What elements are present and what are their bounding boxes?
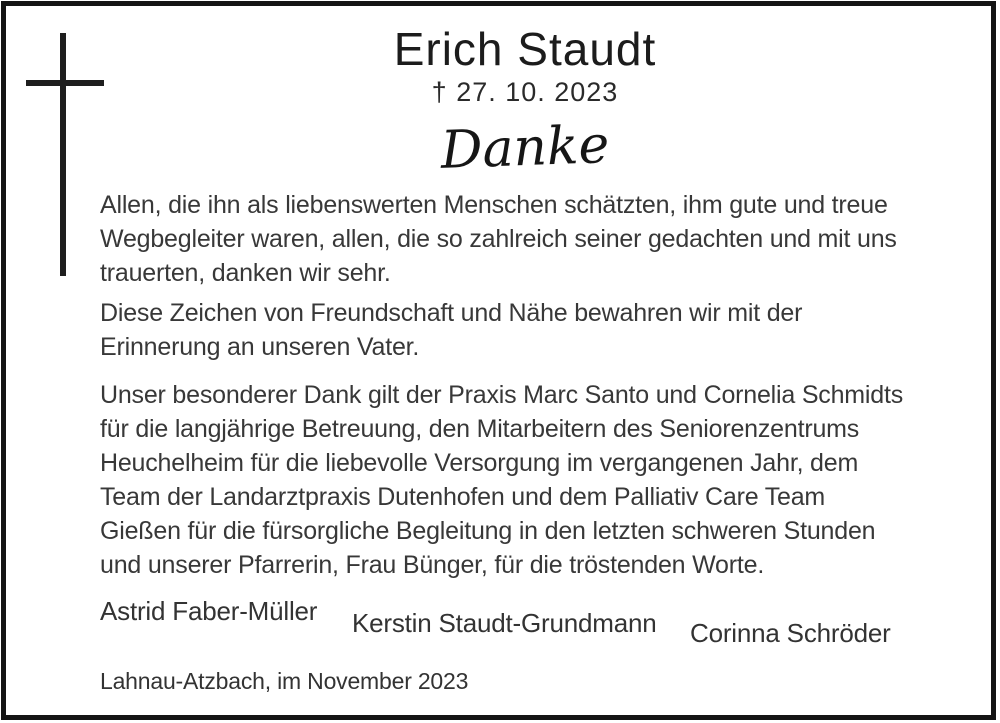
paragraph-line: Diese Zeichen von Freundschaft und Nähe bewahren wir mit der — [100, 299, 803, 327]
paragraph-line: Team der Landarztpraxis Dutenhofen und dem Palliativ Care Team — [100, 483, 826, 511]
special-thanks-paragraph — [100, 378, 960, 582]
paragraph-line: Gießen für die fürsorgliche Begleitung in den letzten schweren Stunden — [100, 517, 876, 545]
paragraph-line: Erinnerung an unseren Vater. — [100, 333, 420, 361]
paragraph-line: trauerten, danken wir sehr. — [100, 259, 391, 287]
signature-name: Kerstin Staudt-Grundmann — [352, 608, 657, 638]
danke-script: Danke — [439, 115, 611, 181]
paragraph-line: Allen, die ihn als liebenswerten Menschen schätzten, ihm gute und treue — [100, 191, 888, 219]
signature-name: Corinna Schröder — [690, 618, 891, 648]
thanks-paragraph — [100, 188, 960, 290]
paragraph-line: Heuchelheim für die liebevolle Versorgung im vergangenen Jahr, dem — [100, 449, 859, 477]
paragraph-line: Unser besonderer Dank gilt der Praxis Marc Santo und Cornelia Schmidts — [100, 381, 904, 409]
paragraph-line: Wegbegleiter waren, allen, die so zahlreich seiner gedachten und mit uns — [100, 225, 897, 253]
place-and-date: Lahnau-Atzbach, im November 2023 — [100, 668, 469, 694]
paragraph-line: und unserer Pfarrerin, Frau Bünger, für die tröstenden Worte. — [100, 551, 765, 579]
signature-name: Astrid Faber-Müller — [100, 596, 318, 626]
deceased-name: Erich Staudt — [393, 23, 657, 75]
remembrance-paragraph — [100, 296, 960, 364]
paragraph-line: für die langjährige Betreuung, den Mitarbeitern des Seniorenzentrums — [100, 415, 860, 443]
death-date: † 27. 10. 2023 — [431, 77, 619, 107]
